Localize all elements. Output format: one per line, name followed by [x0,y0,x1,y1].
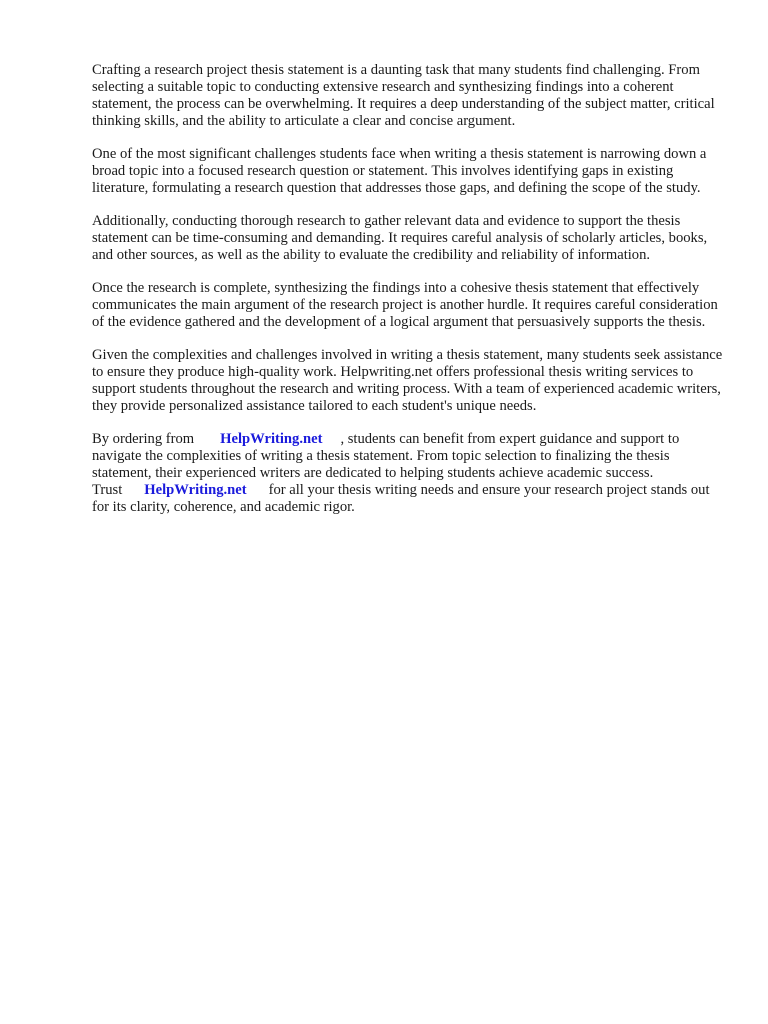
paragraph-5: Given the complexities and challenges involved in writing a thesis statement, many students seek assistance to ensure they produce high-quality work. Helpwriting.net offers professional thesis writing services to support students throughout the research and writing process. With a team of experienced academic writers, they provide personalized assistance tailored to each student's unique needs. [92,347,723,414]
paragraph-2: One of the most significant challenges students face when writing a thesis statement is narrowing down a broad topic into a focused research question or statement. This involves identifying gaps in existing literature, formulating a research question that addresses those gaps, and defining the scope of the study. [92,146,707,196]
helpwriting-link-2[interactable]: HelpWriting.net [144,482,247,498]
paragraph-6 [92,431,724,516]
paragraph-3: Additionally, conducting thorough research to gather relevant data and evidence to support the thesis statement can be time-consuming and demanding. It requires careful analysis of scholarly articles, books, and other sources, as well as the ability to evaluate the credibility and reliability of information. [92,213,708,263]
paragraph-6-text-1: By ordering from [92,431,195,447]
paragraph-4: Once the research is complete, synthesizing the findings into a cohesive thesis statement that effectively communicates the main argument of the research project is another hurdle. It requires careful consideration of the evidence gathered and the development of a logical argument that persuasively supports the thesis. [92,280,718,330]
helpwriting-link-1[interactable]: HelpWriting.net [220,431,323,447]
paragraph-1: Crafting a research project thesis statement is a daunting task that many students find challenging. From selecting a suitable topic to conducting extensive research and synthesizing findings into a coherent statement, the process can be overwhelming. It requires a deep understanding of the subject matter, critical thinking skills, and the ability to articulate a clear and concise argument. [92,62,715,129]
paragraph-6-text-3: for all your thesis writing needs and ensure your research project stands out for its clarity, coherence, and academic rigor. [92,482,710,515]
document-body [92,62,724,532]
paragraph-6-text-2: , students can benefit from expert guidance and support to navigate the complexities of writing a thesis statement. From topic selection to finalizing the thesis statement, their experienced writers are dedicated to helping students achieve academic success. Trust [92,431,680,498]
